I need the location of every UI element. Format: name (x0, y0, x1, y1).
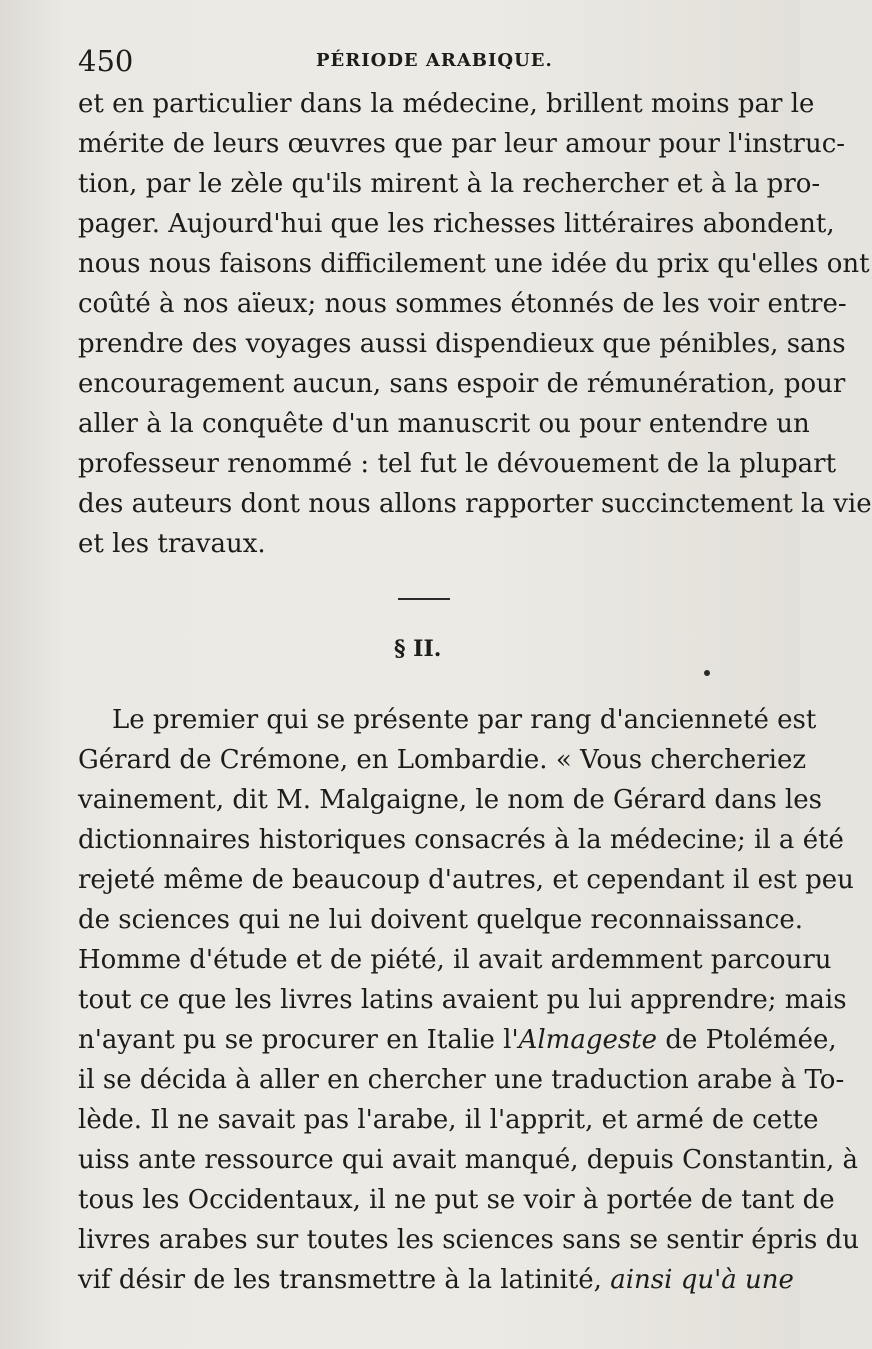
text-line: des auteurs dont nous allons rapporter succinctement la vie (78, 489, 872, 519)
text-line: prendre des voyages aussi dispendieux que pénibles, sans (78, 329, 846, 359)
text-segment: de Ptolémée, (657, 1025, 837, 1055)
ink-dot (704, 670, 710, 676)
running-head: PÉRIODE ARABIQUE. (316, 50, 553, 71)
text-line: pager. Aujourd'hui que les richesses littéraires abondent, (78, 209, 835, 239)
page-number: 450 (78, 44, 134, 78)
text-line: Le premier qui se présente par rang d'ancienneté est (112, 705, 817, 735)
text-line: vainement, dit M. Malgaigne, le nom de Gérard dans les (78, 785, 822, 815)
text-line: uiss ante ressource qui avait manqué, depuis Constantin, à (78, 1145, 858, 1175)
text-segment: n'ayant pu se procurer en Italie l' (78, 1025, 519, 1055)
section-heading: § II. (394, 636, 442, 662)
text-line: Homme d'étude et de piété, il avait ardemment parcouru (78, 945, 832, 975)
text-line: tout ce que les livres latins avaient pu lui apprendre; mais (78, 985, 847, 1015)
text-line: coûté à nos aïeux; nous sommes étonnés de les voir entre- (78, 289, 847, 319)
text-segment: vif désir de les transmettre à la latinité, (78, 1265, 611, 1295)
text-line: aller à la conquête d'un manuscrit ou pour entendre un (78, 409, 810, 439)
text-line: tion, par le zèle qu'ils mirent à la rechercher et à la pro- (78, 169, 821, 199)
text-line-almageste (78, 1020, 837, 1060)
text-line: il se décida à aller en chercher une traduction arabe à To- (78, 1065, 845, 1095)
text-line: rejeté même de beaucoup d'autres, et cependant il est peu (78, 865, 854, 895)
page-header (78, 44, 760, 80)
text-line-last (78, 1260, 794, 1300)
text-line: livres arabes sur toutes les sciences sans se sentir épris du (78, 1225, 859, 1255)
text-line: dictionnaires historiques consacrés à la médecine; il a été (78, 825, 844, 855)
text-line: et en particulier dans la médecine, brillent moins par le (78, 89, 815, 119)
text-line: et les travaux. (78, 529, 266, 559)
text-line: lède. Il ne savait pas l'arabe, il l'apprit, et armé de cette (78, 1105, 819, 1135)
text-line: de sciences qui ne lui doivent quelque reconnaissance. (78, 905, 803, 935)
text-line: encouragement aucun, sans espoir de rémunération, pour (78, 369, 846, 399)
book-title-almageste: Almageste (518, 1025, 658, 1055)
text-line: tous les Occidentaux, il ne put se voir à portée de tant de (78, 1185, 835, 1215)
italic-segment: ainsi qu'à une (610, 1265, 794, 1295)
text-line: nous nous faisons difficilement une idée du prix qu'elles ont (78, 249, 870, 279)
text-line: Gérard de Crémone, en Lombardie. « Vous chercheriez (78, 745, 807, 775)
text-line: professeur renommé : tel fut le dévouement de la plupart (78, 449, 837, 479)
section-rule (398, 598, 450, 600)
text-line: mérite de leurs œuvres que par leur amour pour l'instruc- (78, 129, 846, 159)
